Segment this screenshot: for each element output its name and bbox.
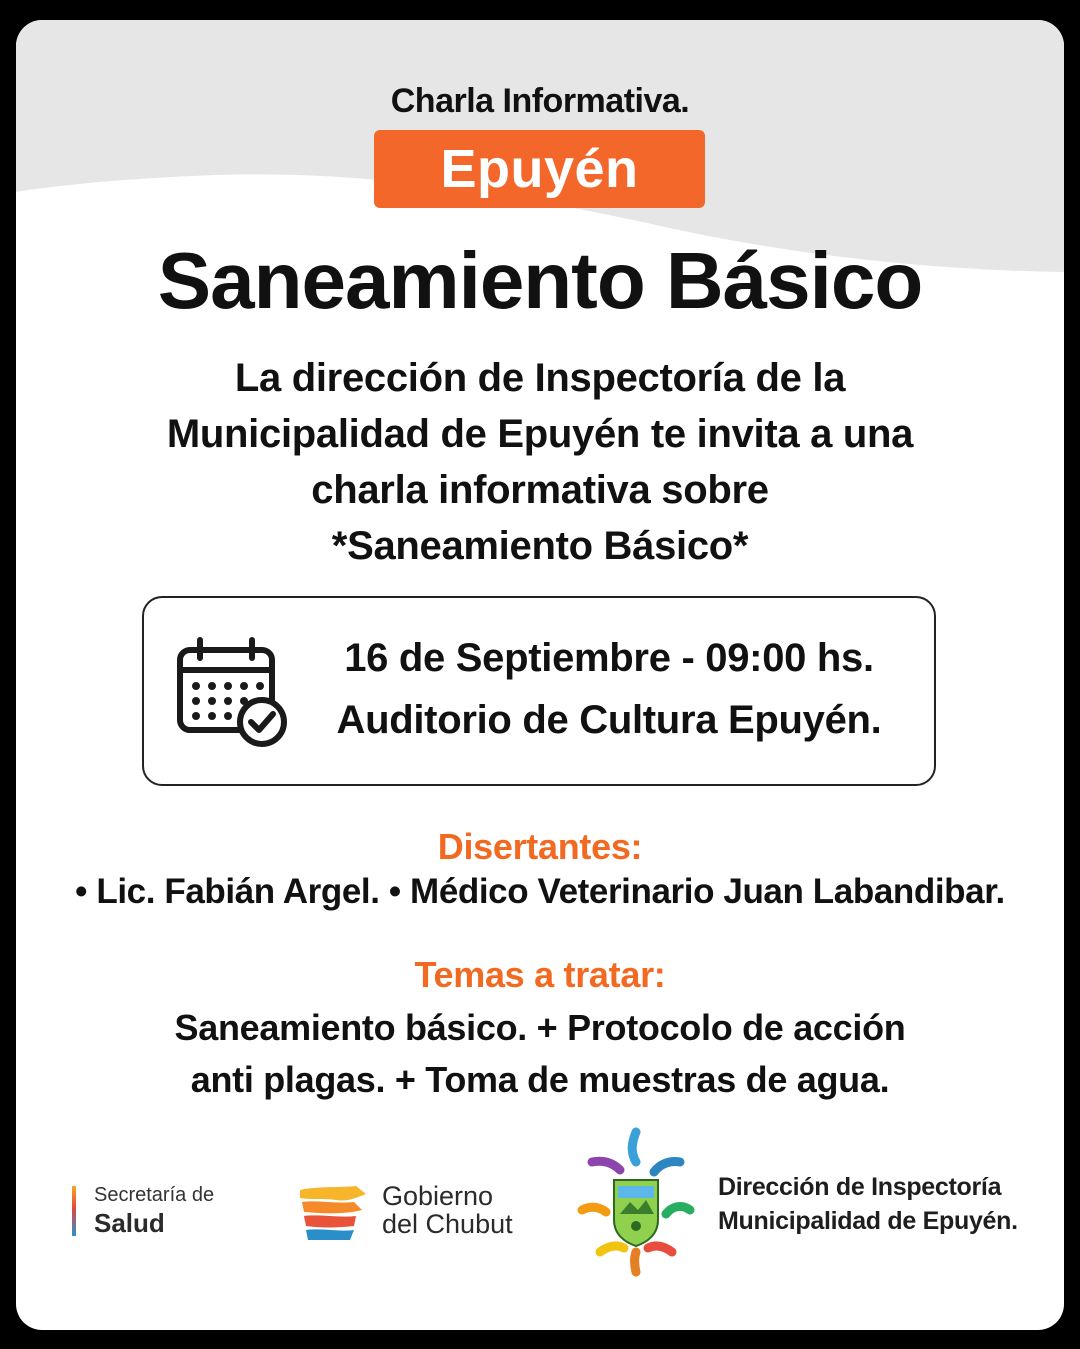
town-badge: Epuyén	[374, 130, 705, 208]
event-date-time: 16 de Septiembre - 09:00 hs.	[344, 636, 874, 680]
speakers-heading: Disertantes:	[437, 826, 643, 867]
direccion-line2: Municipalidad de Epuyén.	[718, 1207, 1018, 1235]
intro-line: *Saneamiento Básico*	[331, 524, 749, 568]
calendar-check-icon	[176, 634, 292, 750]
chubut-logo-line2: del Chubut	[382, 1209, 513, 1239]
direccion-line1: Dirección de Inspectoría	[718, 1173, 1002, 1201]
topics-line: anti plagas. + Toma de muestras de agua.	[190, 1059, 890, 1100]
speakers-list: • Lic. Fabián Argel. • Médico Veterinario Juan Labandibar.	[75, 872, 1005, 911]
salud-logo-bar	[72, 1186, 76, 1236]
gobierno-chubut-logo	[296, 1180, 546, 1246]
intro-text	[16, 350, 1064, 574]
topics-heading: Temas a tratar:	[414, 954, 666, 995]
topics-list	[16, 1002, 1064, 1106]
intro-line: Municipalidad de Epuyén te invita a una	[166, 412, 914, 456]
municipal-emblem-icon	[572, 1122, 700, 1290]
event-info-box	[142, 596, 936, 786]
direccion-inspectoria-logo	[718, 1170, 1048, 1238]
event-venue: Auditorio de Cultura Epuyén.	[336, 698, 882, 742]
salud-logo-line1: Secretaría de	[94, 1184, 215, 1206]
chubut-map-icon	[296, 1184, 372, 1242]
topics-line: Saneamiento básico. + Protocolo de acción	[174, 1007, 906, 1048]
secretaria-salud-logo	[72, 1184, 272, 1236]
chubut-logo-line1: Gobierno	[382, 1181, 494, 1211]
intro-line: La dirección de Inspectoría de la	[234, 356, 846, 400]
event-kicker: Charla Informativa.	[390, 82, 690, 120]
poster-card	[16, 20, 1064, 1330]
page-title: Saneamiento Básico	[157, 236, 923, 325]
intro-line: charla informativa sobre	[311, 468, 769, 512]
salud-logo-line2: Salud	[94, 1208, 165, 1238]
